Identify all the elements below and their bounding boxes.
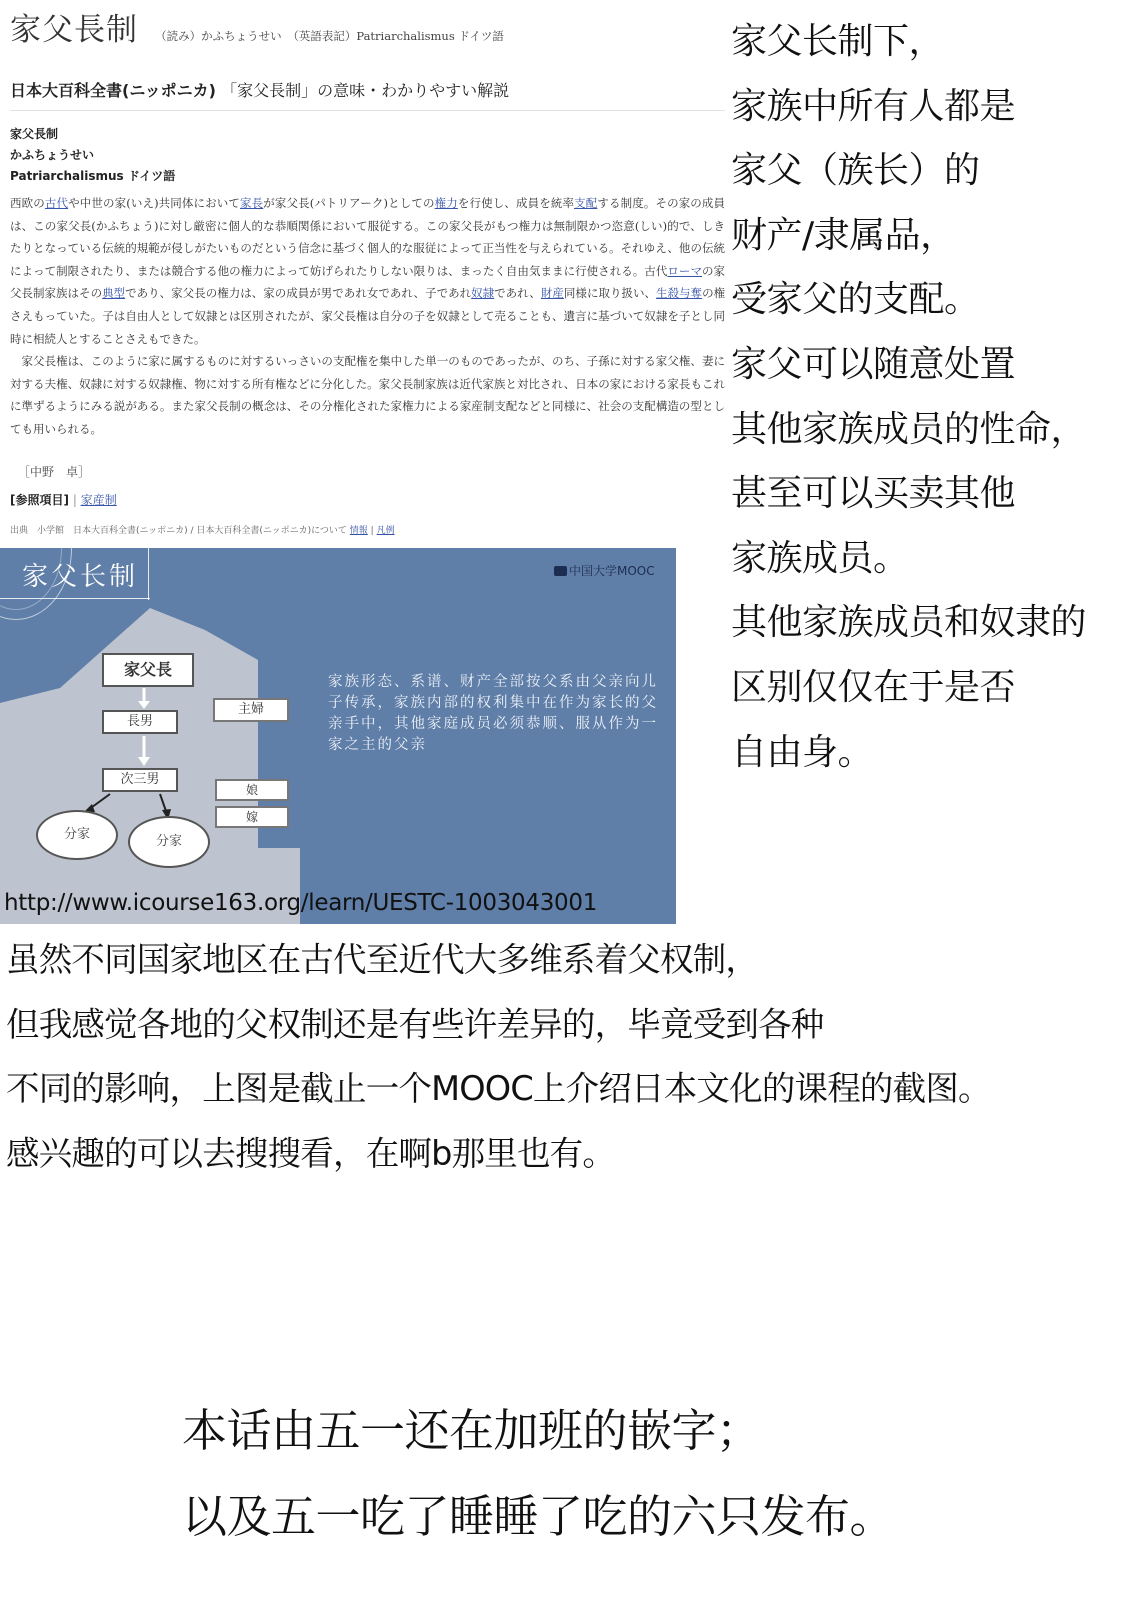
entry-paragraph-1 [10, 192, 725, 350]
entry-reading: かふちょうせい [10, 148, 95, 162]
reference-label: [参照項目] [10, 493, 69, 507]
term-link[interactable]: 典型 [102, 286, 126, 301]
slide-title: 家父长制 [22, 562, 139, 592]
entry-headword: 家父長制 [10, 127, 59, 141]
commentary-line-3: 不同的影响，上图是截止一个MOOC上介绍日本文化的课程的截图。 [6, 1069, 991, 1108]
text-segment: が家父長(パトリアーク)としての [263, 196, 435, 210]
right-line-9: 家族成员。 [731, 537, 909, 579]
text-segment: 西欧の [10, 196, 45, 210]
slide-description: 家族形态、系谱、财产全部按父系由父亲向儿子传承，家族内部的权利集中在作为家长的父亲手中，其他家庭成员必须恭顺、服从作为一家之主的父亲 [328, 674, 658, 753]
commentary-line-1: 虽然不同国家地区在古代至近代大多维系着父权制， [6, 940, 759, 979]
term-link[interactable]: ローマ [667, 263, 702, 278]
credits [182, 1388, 894, 1560]
reference-items [10, 491, 117, 508]
source-link-separator: | [370, 526, 374, 536]
entry-original: Patriarchalismus ドイツ語 [10, 169, 176, 183]
right-line-11: 区别仅仅在于是否 [731, 666, 1016, 708]
commentary-line-2: 但我感觉各地的父权制还是有些许差异的，毕竟受到各种 [6, 1004, 824, 1044]
term-link[interactable]: 支配 [574, 196, 598, 210]
node-younger-sons: 次三男 [102, 768, 178, 792]
entry-body [10, 192, 725, 441]
node-eldest-son: 長男 [102, 710, 178, 734]
right-line-6: 家父可以随意处置 [731, 343, 1016, 385]
right-line-2: 家族中所有人都是 [731, 85, 1016, 127]
source-heading [10, 78, 509, 101]
text-segment: や中世の家(いえ)共同体において [68, 196, 241, 210]
divider [10, 110, 725, 111]
info-link[interactable]: 情報 [349, 526, 368, 536]
mooc-logo-text: 中国大学MOOC [569, 564, 655, 578]
node-daughter-in-law: 嫁 [215, 806, 289, 828]
reading-note: （読み）かふちょうせい （英語表記）Patriarchalismus ドイツ語 [155, 29, 504, 43]
credits-line-2: 以及五一吃了睡睡了吃的六只发布。 [182, 1490, 895, 1543]
term-link[interactable]: 家長 [240, 196, 264, 210]
term-link[interactable]: 権力 [434, 196, 458, 210]
right-line-4: 财产/隶属品， [731, 214, 956, 256]
node-wife: 主婦 [213, 698, 289, 722]
right-line-5: 受家父的支配。 [731, 279, 980, 321]
entry-author: ［中野 卓］ [18, 465, 91, 479]
source-subtitle: 「家父長制」の意味・わかりやすい解説 [221, 81, 510, 100]
source-credit-text: 出典 小学館 日本大百科全書(ニッポニカ) / 日本大百科全書(ニッポニカ)について [10, 526, 347, 536]
legend-link[interactable]: 凡例 [376, 526, 395, 536]
mooc-slide [0, 548, 676, 924]
entry-paragraph-2: 家父長権は、このように家に属するものに対するいっさいの支配権を集中した単一のものであったが、のち、子孫に対する家父権、妻に対する夫権、奴隷に対する奴隷権、物に対する所有権などに分化した。家父長制家族は近代家族と対比され、日本の家における家長もこれに準ずるようにみる説がある。また家父長制の概念は、その分権化された家権力による家産制支配などと同様に、社会の支配構造の型としても用いられる。 [10, 354, 725, 436]
dictionary-header [10, 4, 504, 49]
right-line-12: 自由身。 [731, 731, 874, 773]
term-link[interactable]: 財産 [540, 286, 564, 301]
commentary-paragraph [6, 928, 1121, 1186]
right-line-10: 其他家族成员和奴隶的 [731, 602, 1087, 644]
headword: 家父長制 [10, 12, 138, 48]
commentary-line-4: 感兴趣的可以去搜搜看，在啊b那里也有。 [6, 1133, 616, 1173]
source-title: 日本大百科全書(ニッポニカ) [10, 81, 216, 100]
text-segment: を行使し、成員を統率 [457, 196, 575, 210]
right-line-3: 家父（族长）的 [731, 150, 980, 192]
term-link[interactable]: 生殺与奪 [656, 286, 703, 301]
node-branch-family-2: 分家 [128, 816, 210, 868]
text-segment: の権さえもっていた。子は自由人として奴隷とは区別されたが、家父長権は自分の子を奴隷として売ることも、遺言に基づいて奴隷を子とし同時に相続人とすることさえもできた。 [10, 286, 726, 346]
dictionary-screenshot [0, 0, 735, 548]
right-line-8: 甚至可以买卖其他 [731, 473, 1016, 515]
text-segment: 同様に取り扱い、 [563, 286, 657, 301]
course-url: http://www.icourse163.org/learn/UESTC-1003043001 [4, 890, 598, 916]
credits-line-1: 本话由五一还在加班的嵌字； [182, 1404, 761, 1457]
text-segment: の家父長制家族はその [10, 263, 726, 301]
node-family-head: 家父長 [102, 653, 194, 687]
text-segment: であれ、 [494, 286, 541, 301]
text-segment: する制度。その家の成員は、この家父長(かふちょう)に対し厳密に個人的な恭順関係において服従する。この家父長がもつ権力は無制限かつ恣意(しい)的で、しきたりとなっている伝統的規範が侵しがたいものだという信念に基づく個人的な服従によって正当性を与えられている。それゆえ、他の伝統によって制限されたり、または競合する他の権力によって妨げられたりしない限りは、まったく自由気ままに行使される。古代 [10, 196, 726, 278]
term-link[interactable]: 古代 [44, 196, 69, 210]
entry-headings [10, 124, 175, 187]
text-segment: であり、家父長の権力は、家の成員が男であれ女であれ、子であれ [125, 286, 472, 301]
reference-link-kasansei[interactable]: 家産制 [80, 493, 117, 507]
node-branch-family-1: 分家 [36, 810, 118, 860]
source-credit [10, 523, 395, 536]
term-link[interactable]: 奴隷 [471, 286, 495, 301]
right-column-text [731, 10, 1123, 785]
reference-separator: | [72, 493, 77, 507]
right-line-7: 其他家族成员的性命， [731, 408, 1087, 450]
node-daughter: 娘 [215, 779, 289, 801]
right-line-1: 家父长制下， [731, 21, 945, 62]
